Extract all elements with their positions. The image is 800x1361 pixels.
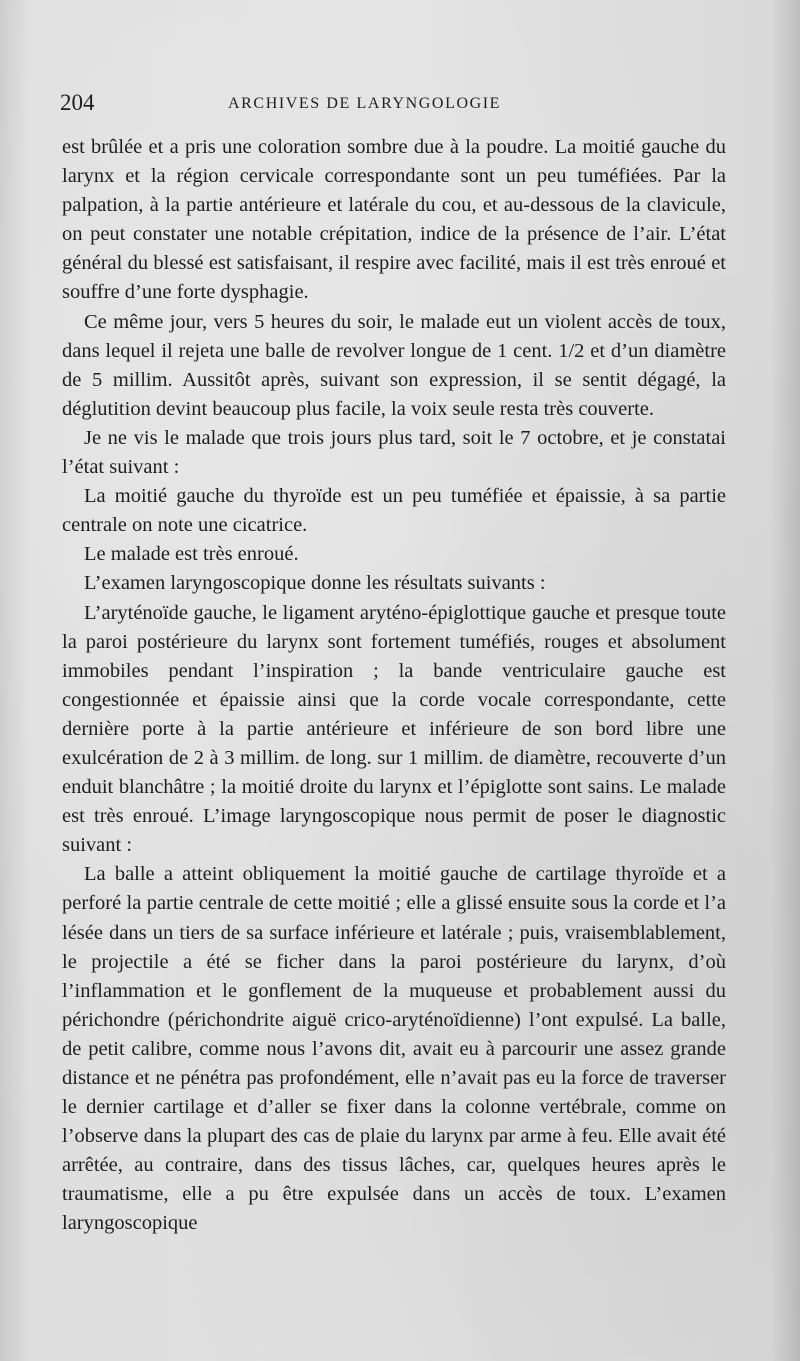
paragraph: L’examen laryngoscopique donne les résultats suivants :	[84, 572, 546, 595]
page-header	[60, 90, 740, 120]
paragraph: La moitié gauche du thyroïde est un peu tuméfiée et épaissie, à sa partie centrale on note une cicatrice.	[62, 485, 726, 537]
paragraph: Le malade est très enroué.	[84, 543, 299, 566]
body-text	[62, 133, 726, 1239]
paragraph: La balle a atteint obliquement la moitié gauche de cartilage thyroïde et a perforé la partie centrale de cette moitié ; elle a glissé ensuite sous la corde et l’a lésée dans un tiers de sa surface inférieure et latérale ; puis, vraisemblablement, le projectile a été se ficher dans la paroi postérieure du larynx, d’où l’inflammation et le gonflement de la muqueuse et probablement aussi du périchondre (périchondrite aiguë crico-aryténoïdienne) l’ont expulsé. La balle, de petit calibre, comme nous l’avons dit, avait eu à parcourir une assez grande distance et ne pénétra pas profondément, elle n’avait pas eu la force de traverser le dernier cartilage et d’aller se fixer dans la colonne vertébrale, comme on l’observe dans la plupart des cas de plaie du larynx par arme à feu. Elle avait été arrêtée, au contraire, dans des tissus lâches, car, quelques heures après le traumatisme, elle a pu être expulsée dans un accès de toux. L’examen laryngoscopique	[62, 863, 726, 1235]
paragraph: Ce même jour, vers 5 heures du soir, le malade eut un violent accès de toux, dans lequel il rejeta une balle de revolver longue de 1 cent. 1/2 et d’un diamètre de 5 millim. Aussitôt après, suivant son expression, il se sentit dégagé, la déglutition devint beaucoup plus facile, la voix seule resta très couverte.	[62, 310, 726, 420]
page-number: 204	[60, 90, 95, 115]
running-head: ARCHIVES DE LARYNGOLOGIE	[228, 95, 502, 112]
paragraph: L’aryténoïde gauche, le ligament aryténo-épiglottique gauche et presque toute la paroi postérieure du larynx sont fortement tuméfiés, rouges et absolument immobiles pendant l’inspiration ; la bande ventriculaire gauche est congestionnée et épaissie ainsi que la corde vocale correspondante, cette dernière porte à la partie antérieure et inférieure de son bord libre une exulcération de 2 à 3 millim. de long. sur 1 millim. de diamètre, recouverte d’un enduit blanchâtre ; la moitié droite du larynx et l’épiglotte sont sains. Le malade est très enroué. L’image laryngoscopique nous permit de poser le diagnostic suivant :	[62, 601, 726, 857]
paragraph: Je ne vis le malade que trois jours plus tard, soit le 7 octobre, et je constatai l’état suivant :	[62, 426, 726, 479]
paragraph-continuation: est brûlée et a pris une coloration sombre due à la poudre. La moitié gauche du larynx et la région cervicale correspondante sont un peu tuméfiées. Par la palpation, à la partie antérieure et latérale du cou, et au-dessous de la clavicule, on peut constater une notable crépitation, indice de la présence de l’air. L’état général du blessé est satisfaisant, il respire avec facilité, mais il est très enroué et souffre d’une forte dysphagie.	[62, 136, 726, 304]
